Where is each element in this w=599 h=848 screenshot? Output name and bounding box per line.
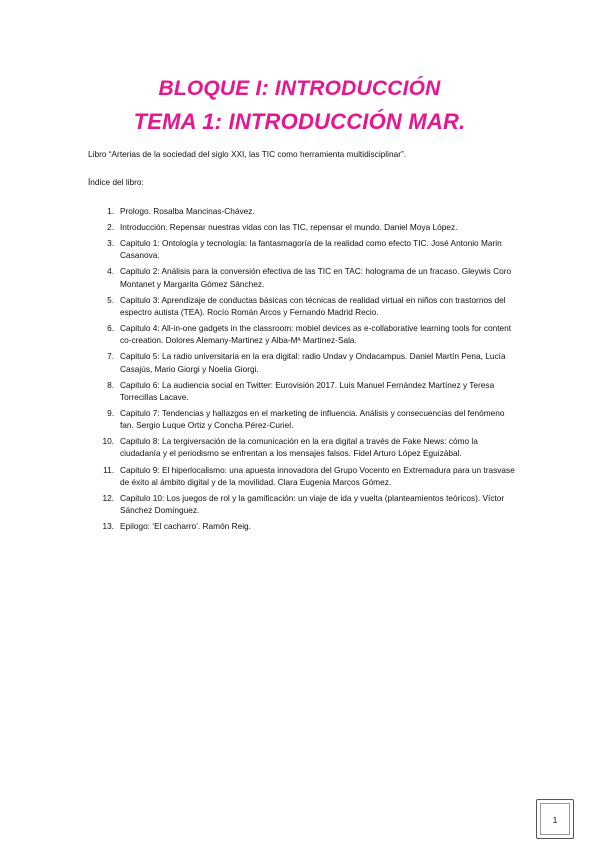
book-reference: Libro “Arterias de la sociedad del siglo XXI, las TIC como herramienta multidisciplinar”.	[88, 149, 407, 159]
block-title: BLOQUE I: INTRODUCCIÓN	[158, 77, 441, 100]
index-label: Índice del libro:	[88, 177, 144, 187]
toc-item-text: Capitulo 5: La radio universitaria en la era digital: radio Undav y Ondacampus. Daniel Martín Pena, Lucía Casajús, Mario Giorgi y Noelia Giorgi.	[120, 351, 506, 374]
toc-item-number: 4.	[107, 266, 114, 277]
toc-item-text: Prologo. Rosalba Mancinas-Chávez.	[120, 206, 255, 216]
toc-item-text: Capitulo 1: Ontología y tecnología: la fantasmagoría de la realidad como efecto TIC. José Antonio Marin Casanova.	[120, 238, 502, 261]
toc-item-text: Capitulo 7: Tendencias y hallazgos en el marketing de influencia. Análisis y consecuencias del fenómeno fan. Sergio Luque Ortiz y Concha Pérez-Curiel.	[120, 407, 505, 431]
toc-item-text: Capitulo 3: Aprendizaje de conductas básicas con técnicas de realidad virtual en niños con trastornos del espectro autista (TEA). Rocío Román Arcos y Fernando Madrid Recio.	[120, 294, 506, 317]
toc-item-number: 7.	[107, 351, 114, 362]
toc-item-text: Epilogo: ‘El cacharro’. Ramón Reig.	[120, 521, 251, 532]
toc-item-text: Capitulo 4: All-in-one gadgets in the classroom: mobiel devices as e-collaborative learning tools for content co-creation. Dolores Alemany-Martinez y Alba-Mª Martínez-Sala.	[120, 323, 512, 346]
page-number: 1	[552, 815, 558, 825]
toc-item	[106, 221, 518, 233]
toc-item-text: Capitulo 9: El hiperlocalismo: una apuesta innovadora del Grupo Vocento en Extremadura para un trasvase de éxito al ámbito digital y de la movilidad. Clara Eugenia Marcos Gómez.	[120, 464, 515, 487]
toc-item-number: 6.	[107, 323, 114, 334]
toc-item	[102, 520, 518, 532]
toc-item-number: 12.	[102, 492, 114, 503]
toc-item	[106, 379, 518, 403]
toc-item	[106, 237, 518, 261]
topic-title: TEMA 1: INTRODUCCIÓN MAR.	[133, 109, 466, 134]
toc-item	[106, 322, 518, 346]
toc-item-number: 13.	[102, 521, 114, 532]
toc-item-number: 8.	[107, 379, 114, 390]
toc-item-text: Capitulo 10: Los juegos de rol y la gamificación: un viaje de ida y vuelta (planteamientos teóricos). Víctor Sánchez Domínguez.	[120, 492, 505, 516]
toc-item-number: 10.	[102, 436, 114, 447]
page-number-box	[536, 799, 574, 839]
table-of-contents	[102, 205, 518, 536]
toc-item	[106, 294, 518, 318]
toc-item-number: 11.	[103, 464, 114, 475]
toc-item	[106, 407, 518, 431]
toc-item-text: Introducción. Repensar nuestras vidas con las TIC, repensar el mundo. Daniel Moya López.	[120, 222, 458, 233]
toc-item	[106, 350, 518, 374]
toc-item	[103, 464, 518, 488]
toc-item-text: Capitulo 6: La audiencia social en Twitter: Eurovisión 2017. Luis Manuel Fernández Martínez y Teresa Torrecillas Lacave.	[120, 379, 495, 402]
toc-item-number: 2.	[107, 222, 114, 233]
toc-item-number: 9.	[107, 407, 114, 418]
toc-item-number: 3.	[107, 238, 114, 249]
toc-item	[106, 265, 518, 289]
toc-item-number: 1.	[107, 206, 114, 216]
toc-item-number: 5.	[107, 294, 114, 305]
toc-item-text: Capitulo 2: Análisis para la conversión efectiva de las TIC en TAC: holograma de un fracaso. Gleywis Coro Montanet y Margarita Gómez Sánchez.	[120, 266, 512, 289]
toc-item	[102, 492, 518, 516]
toc-item	[106, 205, 518, 217]
toc-item	[102, 435, 518, 459]
toc-item-text: Capitulo 8: La tergiversación de la comunicación en la era digital a través de Fake News: cómo la ciudadanía y el periodismo se enfrentan a los mensajes falsos. Fidel Arturo López Eguizábal.	[120, 436, 478, 459]
